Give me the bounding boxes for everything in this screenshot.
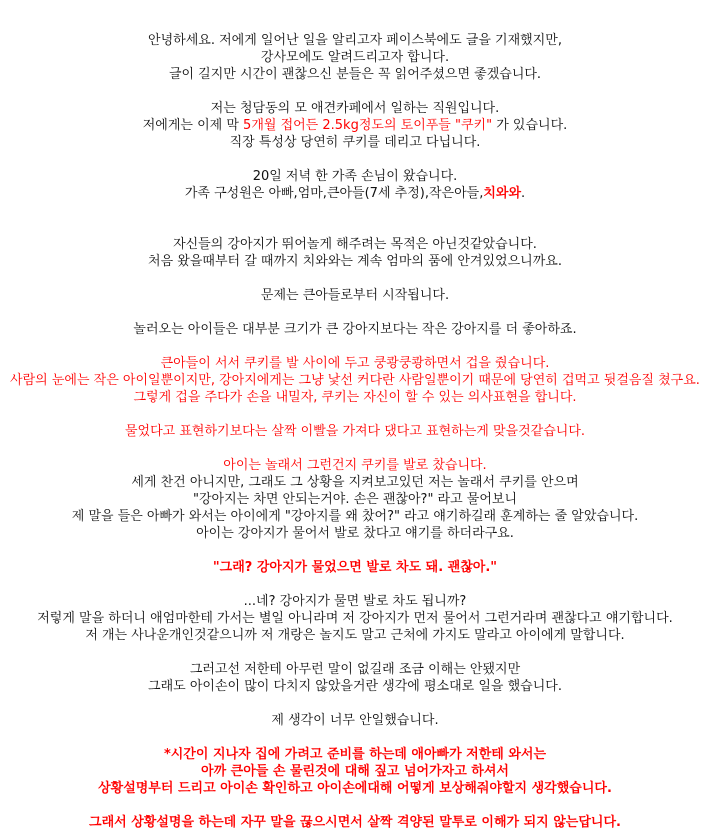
text-line: "그래? 강아지가 물었으면 발로 차도 돼. 괜찮아." [212,560,498,575]
purpose-paragraph [0,236,710,270]
family-paragraph [0,168,710,202]
text-line: 안녕하세요. 저에게 일어난 일을 알리고자 페이스북에도 글을 기재했지만, [148,33,562,48]
text-line [0,185,710,202]
text-segment: . [521,186,526,201]
bite-paragraph [0,423,710,440]
naive-paragraph [0,712,710,729]
incident-paragraph [0,355,710,406]
text-line: 문제는 큰아들로부터 시작됩니다. [260,288,450,303]
text-line: "강아지는 차면 안되는거야. 손은 괜찮아?" 라고 물어보니 [192,492,518,507]
text-segment: 저에게는 이제 막 [142,118,244,133]
text-line: ...네? 강아지가 물면 발로 차도 됩니까? [243,594,467,609]
text-line: 놀러오는 아이들은 대부분 크기가 큰 강아지보다는 작은 강아지를 더 좋아하죠. [133,322,577,337]
text-line: 처음 왔을때부터 갈 때까지 치와와는 계속 엄마의 품에 안겨있었으니까요. [148,254,562,269]
intro-paragraph [0,32,710,83]
highlight-text: 치와와 [483,186,522,201]
text-line: 제 생각이 너무 안일했습니다. [271,713,439,728]
text-line: 20일 저녁 한 가족 손님이 왔습니다. [252,169,458,184]
kids-paragraph [0,321,710,338]
text-line: 자신들의 강아지가 뛰어놀게 해주려는 목적은 아닌것같았습니다. [173,237,537,252]
reaction-paragraph [0,593,710,644]
self-intro-paragraph [0,100,710,151]
highlight-text: 아이는 놀래서 그런건지 쿠키를 발로 찼습니다. [223,458,487,473]
text-line: 저는 청담동의 모 애견카페에서 일하는 직원입니다. [210,101,500,116]
text-line: 그렇게 겁을 주다가 손을 내밀자, 쿠키는 자신이 할 수 있는 의사표현을 합니다. [133,390,577,405]
explain-paragraph [0,814,710,831]
text-line: 사람의 눈에는 작은 아이일뿐이지만, 강아지에게는 그냥 낯선 커다란 사람일뿐이기 때문에 당연히 겁먹고 뒷걸음질 쳤구요. [10,373,700,388]
text-line: 물었다고 표현하기보다는 살짝 이빨을 가져다 댔다고 표현하는게 맞을것같습니다. [124,424,586,439]
text-segment: 가 있습니다. [492,118,568,133]
quote-paragraph [0,559,710,576]
after-paragraph [0,661,710,695]
text-line [0,117,710,134]
kick-paragraph [0,457,710,542]
text-line: 세게 찬건 아니지만, 그래도 그 상황을 지켜보고있던 저는 놀래서 쿠키를 안으며 [131,475,579,490]
text-line: 아이는 강아지가 물어서 발로 찼다고 얘기를 하더라구요. [196,526,514,541]
text-line: 그러고선 저한테 아무런 말이 없길래 조금 이해는 안됐지만 [189,662,521,677]
problem-paragraph [0,287,710,304]
text-line: *시간이 지나자 집에 가려고 준비를 하는데 애아빠가 저한테 와서는 [163,747,547,762]
text-line: 강사모에도 알려드리고자 합니다. [260,50,450,65]
text-line: 아까 큰아들 손 물린것에 대해 짚고 넘어가자고 하셔서 [201,764,509,779]
text-segment: 가족 구성원은 아빠,엄마,큰아들(7세 추정),작은아들, [184,186,484,201]
text-line: 글이 길지만 시간이 괜찮으신 분들은 꼭 읽어주셨으면 좋겠습니다. [168,67,542,82]
text-line: 저 개는 사나운개인것같으니까 저 개랑은 놀지도 말고 근처에 가지도 말라고 아이에게 말합니다. [85,628,625,643]
text-line: 상황설명부터 드리고 아이손 확인하고 아이손에대해 어떻게 보상해줘야할지 생각했습니다. [98,781,612,796]
text-line: 그래도 아이손이 많이 다치지 않았을거란 생각에 평소대로 일을 했습니다. [148,679,562,694]
text-line: 큰아들이 서서 쿠키를 발 사이에 두고 쿵쾅쿵쾅하면서 겁을 줬습니다. [160,356,550,371]
text-line: 직장 특성상 당연히 쿠키를 데리고 다닙니다. [229,135,481,150]
text-line: 제 말을 들은 아빠가 와서는 아이에게 "강아지를 왜 찼어?" 라고 얘기하길래 훈계하는 줄 알았습니다. [71,509,639,524]
highlight-text: 5개월 접어든 2.5kg정도의 토이푸들 "쿠키" [243,118,493,133]
text-line: 저렇게 말을 하더니 애엄마한테 가서는 별일 아니라며 저 강아지가 먼저 물어서 그런거라며 괜찮다고 얘기합니다. [37,611,673,626]
later-paragraph [0,746,710,797]
text-line: 그래서 상황설명을 하는데 자꾸 말을 끊으시면서 살짝 격양된 말투로 이해가 되지 않는답니다. [89,815,621,830]
